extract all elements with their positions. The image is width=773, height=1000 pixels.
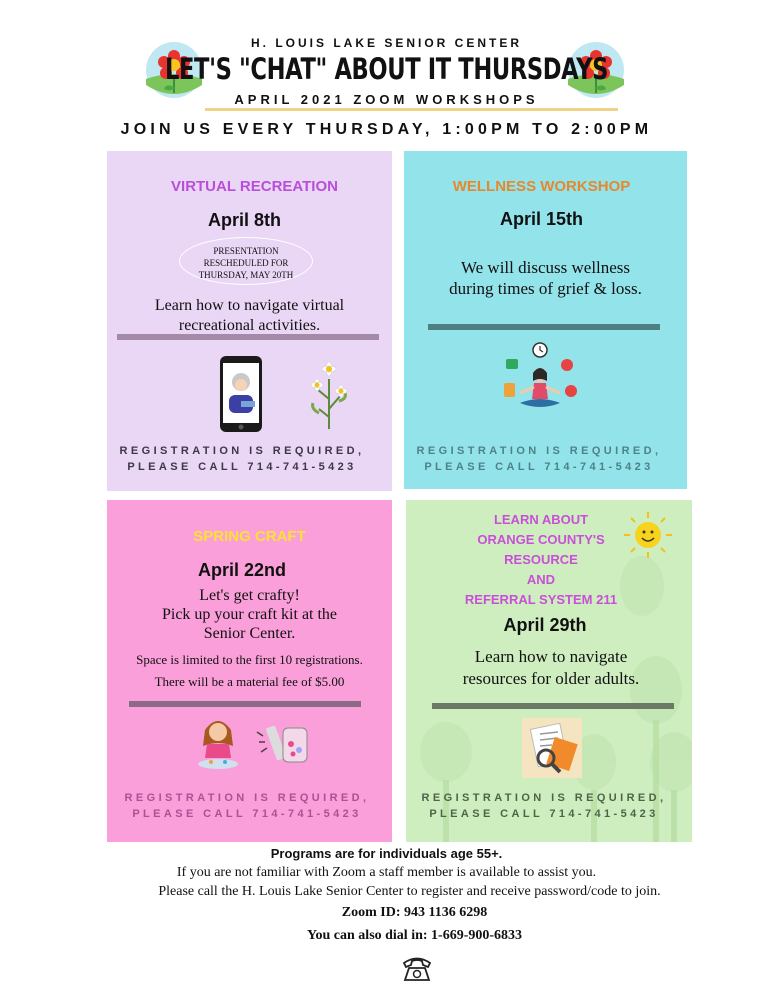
panel-referral-system [406,500,692,842]
panel-divider [428,324,660,330]
registration-line: PLEASE CALL 714-741-5423 [429,808,659,820]
zoom-help-note: If you are not familiar with Zoom a staff member is available to assist you. [176,865,597,880]
panel-date: April 8th [207,210,281,230]
panel-divider [117,334,379,340]
description-line: Learn how to navigate [474,647,628,666]
page-subtitle: APRIL 2021 ZOOM WORKSHOPS [234,92,539,107]
registration-line: REGISTRATION IS REQUIRED, [119,445,365,457]
registration-line: PLEASE CALL 714-741-5423 [127,461,357,473]
org-name: H. LOUIS LAKE SENIOR CENTER [250,36,522,50]
registration-line: PLEASE CALL 714-741-5423 [132,808,362,820]
panel-description [406,646,692,690]
title-line: ORANGE COUNTY'S [477,532,605,547]
panel-date: April 15th [499,209,583,229]
panel-description [107,296,392,336]
title-line: AND [526,572,556,587]
description-line: Let's get crafty! [199,587,300,604]
sun-icon [620,510,676,560]
crafting-person-icon [195,714,241,770]
panel-spring-craft [107,500,392,842]
panel-description [107,586,392,643]
capacity-note: Space is limited to the first 10 registrations. [136,652,363,667]
telephone-icon [402,954,432,982]
schedule-banner: JOIN US EVERY THURSDAY, 1:00PM TO 2:00PM [120,121,653,138]
panel-title: SPRING CRAFT [193,528,306,545]
registration-line: REGISTRATION IS REQUIRED, [416,445,662,457]
document-search-icon [522,718,582,778]
craft-jar-icon [255,722,311,766]
registration-note [107,443,377,475]
notice-line: THURSDAY, MAY 20TH [198,270,294,280]
fee-note: There will be a material fee of $5.00 [154,674,345,689]
panel-virtual-recreation [107,151,392,491]
description-line: recreational activities. [178,317,321,334]
registration-line: REGISTRATION IS REQUIRED, [421,792,667,804]
dial-in-number: You can also dial in: 1-669-900-6833 [306,928,523,943]
registration-note [107,790,387,822]
panel-wellness-workshop [404,151,687,489]
description-line: Learn how to navigate virtual [154,297,345,314]
registration-line: REGISTRATION IS REQUIRED, [124,792,370,804]
notice-line: PRESENTATION [213,246,279,256]
panel-date: April 29th [503,615,587,635]
title-line: LEARN ABOUT [493,512,589,527]
title-line: REFERRAL SYSTEM 211 [464,592,618,607]
reschedule-notice [179,237,313,285]
panel-divider [432,703,674,709]
description-line: We will discuss wellness [460,258,631,277]
registration-instructions: Please call the H. Louis Lake Senior Center to register and receive password/code to join. [158,884,661,899]
panel-title: VIRTUAL RECREATION [171,178,338,195]
zoom-id: Zoom ID: 943 1136 6298 [341,905,488,920]
daisy-icon [305,359,353,431]
smartphone-icon [219,355,263,433]
panel-divider [129,701,361,707]
eligibility-note: Programs are for individuals age 55+. [270,846,503,861]
panel-description [404,257,687,299]
description-line: resources for older adults. [462,669,640,688]
notice-line: RESCHEDULED FOR [203,258,289,268]
meditation-icon [500,341,582,417]
panel-date: April 22nd [197,560,286,580]
description-line: during times of grief & loss. [449,279,642,298]
registration-note [404,443,674,475]
page-title: LET'S "CHAT" ABOUT IT THURSDAYS [164,52,609,86]
registration-note [406,790,682,822]
panel-title: WELLNESS WORKSHOP [452,178,631,195]
title-line: RESOURCE [504,552,578,567]
description-line: Senior Center. [203,625,296,642]
registration-line: PLEASE CALL 714-741-5423 [424,461,654,473]
description-line: Pick up your craft kit at the [161,606,338,623]
title-underline [205,108,618,111]
